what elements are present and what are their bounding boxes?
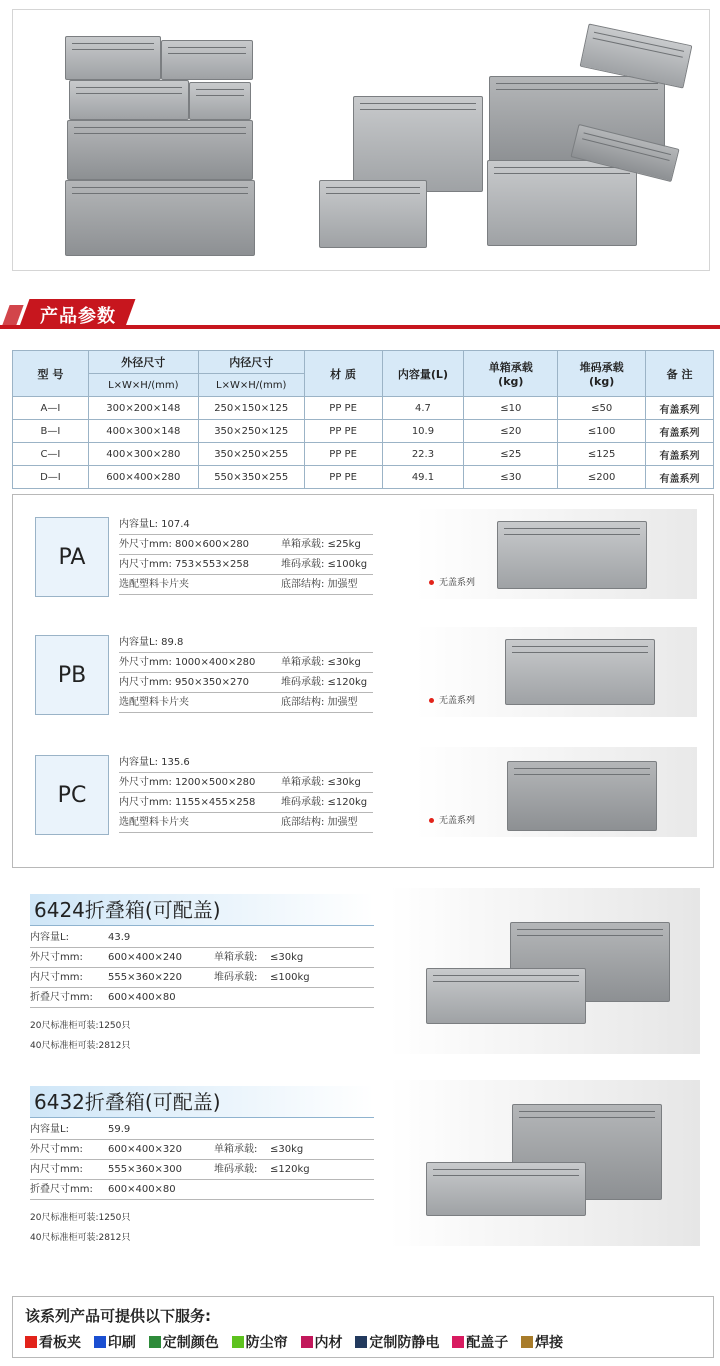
cell-stack: ≤50 xyxy=(558,397,646,420)
service-square-icon xyxy=(94,1336,106,1348)
crate-image xyxy=(505,639,655,705)
service-box xyxy=(12,1296,714,1358)
service-item xyxy=(301,1335,343,1351)
stacked-crate-2 xyxy=(69,80,189,120)
service-label: 内材 xyxy=(314,1335,343,1351)
info-clip: 选配塑料卡片夹 xyxy=(119,697,189,708)
table-row xyxy=(13,397,714,420)
cap-label: 内容量L: xyxy=(30,1124,69,1135)
th-note: 备 注 xyxy=(646,351,714,397)
single-value: ≤30kg xyxy=(270,1144,304,1155)
fold-row-inner xyxy=(30,1160,374,1180)
series-tag xyxy=(429,813,475,826)
container-40ft: 40尺标准柜可装:2812只 xyxy=(30,1041,131,1051)
service-label: 防尘帘 xyxy=(245,1335,288,1351)
info-outer-row xyxy=(119,773,373,793)
th-capacity: 内容量(L) xyxy=(382,351,464,397)
service-square-icon xyxy=(232,1336,244,1348)
service-square-icon xyxy=(301,1336,313,1348)
cell-outer: 400×300×280 xyxy=(88,443,198,466)
cell-inner: 350×250×125 xyxy=(198,420,304,443)
info-stack: 堆码承载: ≤100kg xyxy=(281,559,368,570)
product-info xyxy=(119,753,373,833)
th-model: 型 号 xyxy=(13,351,89,397)
crate-small xyxy=(319,180,427,248)
product-code: PB xyxy=(35,635,109,715)
single-value: ≤30kg xyxy=(270,952,304,963)
product-photo xyxy=(415,509,697,599)
th-stack-load-unit: (kg) xyxy=(589,375,615,388)
info-outer: 外尺寸mm: 1000×400×280 xyxy=(119,657,256,668)
cell-inner: 550×350×255 xyxy=(198,466,304,489)
info-outer-row xyxy=(119,653,373,673)
service-label: 印刷 xyxy=(107,1335,136,1351)
service-label: 配盖子 xyxy=(466,1335,509,1351)
info-inner-row xyxy=(119,793,373,813)
cap-value: 43.9 xyxy=(108,932,131,943)
fold-label: 折叠尺寸mm: xyxy=(30,1184,93,1195)
series-tag xyxy=(429,693,475,706)
th-stack-load-label: 堆码承载 xyxy=(579,361,624,374)
service-label: 看板夹 xyxy=(39,1335,81,1351)
table-row xyxy=(13,420,714,443)
cell-outer: 300×200×148 xyxy=(88,397,198,420)
info-base: 底部结构: 加强型 xyxy=(281,817,358,828)
info-single: 单箱承载: ≤30kg xyxy=(281,657,361,668)
cell-material: PP PE xyxy=(304,420,382,443)
info-clip-row xyxy=(119,575,373,595)
info-base: 底部结构: 加强型 xyxy=(281,697,358,708)
fold-value: 600×400×80 xyxy=(108,992,176,1003)
service-item xyxy=(521,1335,563,1351)
series-tag-label: 无盖系列 xyxy=(439,816,476,826)
container-20ft: 20尺标准柜可装:1250只 xyxy=(30,1213,131,1223)
service-square-icon xyxy=(355,1336,367,1348)
product-row-pa xyxy=(13,495,713,605)
product-row-pb xyxy=(13,613,713,723)
service-item xyxy=(25,1335,81,1351)
service-square-icon xyxy=(521,1336,533,1348)
cell-stack: ≤100 xyxy=(558,420,646,443)
stacked-crate-bottom xyxy=(65,180,255,256)
cell-note: 有盖系列 xyxy=(646,443,714,466)
service-label: 焊接 xyxy=(535,1335,564,1351)
cell-single: ≤25 xyxy=(464,443,558,466)
cell-inner: 250×150×125 xyxy=(198,397,304,420)
crate-image xyxy=(497,521,647,589)
th-inner: 内径尺寸 xyxy=(198,351,304,374)
product-code: PC xyxy=(35,755,109,835)
single-label: 单箱承载: xyxy=(214,1144,258,1155)
section-heading xyxy=(0,299,720,329)
stack-label: 堆码承载: xyxy=(214,1164,258,1175)
bullet-dot-icon xyxy=(429,818,434,823)
cell-model: C—I xyxy=(13,443,89,466)
product-photo xyxy=(415,747,697,837)
info-stack: 堆码承载: ≤120kg xyxy=(281,677,368,688)
product-info xyxy=(119,515,373,595)
cell-capacity: 4.7 xyxy=(382,397,464,420)
bullet-dot-icon xyxy=(429,698,434,703)
table-row xyxy=(13,466,714,489)
spec-table xyxy=(12,350,714,489)
cell-model: A—I xyxy=(13,397,89,420)
th-stack-load xyxy=(558,351,646,397)
series-tag-label: 无盖系列 xyxy=(439,696,476,706)
cell-single: ≤10 xyxy=(464,397,558,420)
fold-row-inner xyxy=(30,968,374,988)
th-outer-sub: L×W×H/(mm) xyxy=(88,374,198,397)
info-outer-row xyxy=(119,535,373,555)
inner-label: 内尺寸mm: xyxy=(30,1164,83,1175)
series-tag-label: 无盖系列 xyxy=(439,578,476,588)
service-item xyxy=(355,1335,439,1351)
container-20ft: 20尺标准柜可装:1250只 xyxy=(30,1021,131,1031)
fold-value: 600×400×80 xyxy=(108,1184,176,1195)
th-single-load-unit: (kg) xyxy=(498,375,524,388)
folding-crate-photo xyxy=(390,888,700,1054)
info-inner: 内尺寸mm: 1155×455×258 xyxy=(119,797,256,808)
info-inner: 内尺寸mm: 753×553×258 xyxy=(119,559,250,570)
cap-label: 内容量L: xyxy=(30,932,69,943)
cell-single: ≤20 xyxy=(464,420,558,443)
outer-value: 600×400×240 xyxy=(108,952,183,963)
series-tag xyxy=(429,575,475,588)
bullet-dot-icon xyxy=(429,580,434,585)
info-outer: 外尺寸mm: 800×600×280 xyxy=(119,539,250,550)
cell-material: PP PE xyxy=(304,397,382,420)
service-item xyxy=(149,1335,219,1351)
info-outer: 外尺寸mm: 1200×500×280 xyxy=(119,777,256,788)
service-item xyxy=(452,1335,508,1351)
cell-material: PP PE xyxy=(304,443,382,466)
outer-value: 600×400×320 xyxy=(108,1144,183,1155)
service-item xyxy=(232,1335,288,1351)
cell-capacity: 22.3 xyxy=(382,443,464,466)
cell-outer: 400×300×148 xyxy=(88,420,198,443)
inner-label: 内尺寸mm: xyxy=(30,972,83,983)
product-code: PA xyxy=(35,517,109,597)
service-item xyxy=(94,1335,136,1351)
stacked-crate-top-b xyxy=(161,40,253,80)
product-row-pc xyxy=(13,733,713,843)
th-single-load-label: 单箱承载 xyxy=(488,361,533,374)
section-title: 产品参数 xyxy=(40,306,116,327)
cell-outer: 600×400×280 xyxy=(88,466,198,489)
outer-label: 外尺寸mm: xyxy=(30,1144,83,1155)
info-clip: 选配塑料卡片夹 xyxy=(119,579,189,590)
info-clip-row xyxy=(119,693,373,713)
cell-note: 有盖系列 xyxy=(646,397,714,420)
info-capacity: 内容量L: 135.6 xyxy=(119,753,373,773)
folding-crate-photo xyxy=(390,1080,700,1246)
stacked-crate-top xyxy=(65,36,161,80)
info-inner-row xyxy=(119,555,373,575)
th-material: 材 质 xyxy=(304,351,382,397)
product-series-block xyxy=(12,494,714,868)
spec-table-header xyxy=(13,351,714,374)
cell-note: 有盖系列 xyxy=(646,420,714,443)
service-list xyxy=(25,1332,701,1352)
info-clip: 选配塑料卡片夹 xyxy=(119,817,189,828)
product-photo xyxy=(415,627,697,717)
folding-crate-flat xyxy=(426,968,586,1024)
service-label: 定制颜色 xyxy=(162,1335,219,1351)
th-inner-sub: L×W×H/(mm) xyxy=(198,374,304,397)
folding-title: 6432折叠箱(可配盖) xyxy=(30,1086,374,1118)
cell-material: PP PE xyxy=(304,466,382,489)
info-clip-row xyxy=(119,813,373,833)
info-inner: 内尺寸mm: 950×350×270 xyxy=(119,677,250,688)
cell-model: D—I xyxy=(13,466,89,489)
crate-flat-lidded xyxy=(487,160,637,246)
th-single-load xyxy=(464,351,558,397)
info-capacity: 内容量L: 89.8 xyxy=(119,633,373,653)
service-square-icon xyxy=(452,1336,464,1348)
cell-inner: 350×250×255 xyxy=(198,443,304,466)
info-single: 单箱承载: ≤25kg xyxy=(281,539,361,550)
cell-note: 有盖系列 xyxy=(646,466,714,489)
container-40ft: 40尺标准柜可装:2812只 xyxy=(30,1233,131,1243)
info-base: 底部结构: 加强型 xyxy=(281,579,358,590)
service-square-icon xyxy=(149,1336,161,1348)
folding-crate-6432 xyxy=(30,1086,720,1256)
single-label: 单箱承载: xyxy=(214,952,258,963)
info-capacity: 内容量L: 107.4 xyxy=(119,515,373,535)
cell-stack: ≤200 xyxy=(558,466,646,489)
folding-title: 6424折叠箱(可配盖) xyxy=(30,894,374,926)
service-label: 定制防静电 xyxy=(369,1335,440,1351)
cap-value: 59.9 xyxy=(108,1124,131,1135)
fold-row-folded xyxy=(30,988,374,1008)
product-photo-panel xyxy=(12,9,710,271)
info-stack: 堆码承载: ≤120kg xyxy=(281,797,368,808)
cell-capacity: 49.1 xyxy=(382,466,464,489)
info-inner-row xyxy=(119,673,373,693)
crate-medium xyxy=(353,96,483,192)
service-heading: 该系列产品可提供以下服务: xyxy=(25,1307,211,1325)
cell-model: B—I xyxy=(13,420,89,443)
th-outer: 外径尺寸 xyxy=(88,351,198,374)
stacked-crate-2b xyxy=(189,82,251,120)
inner-value: 555×360×300 xyxy=(108,1164,183,1175)
product-info xyxy=(119,633,373,713)
cell-capacity: 10.9 xyxy=(382,420,464,443)
service-square-icon xyxy=(25,1336,37,1348)
folding-crate-flat xyxy=(426,1162,586,1216)
folding-crate-6424 xyxy=(30,894,720,1064)
inner-value: 555×360×220 xyxy=(108,972,183,983)
cell-stack: ≤125 xyxy=(558,443,646,466)
fold-row-capacity xyxy=(30,1120,374,1140)
stacked-crate-3 xyxy=(67,120,253,180)
info-single: 单箱承载: ≤30kg xyxy=(281,777,361,788)
fold-row-outer xyxy=(30,948,374,968)
fold-row-outer xyxy=(30,1140,374,1160)
fold-label: 折叠尺寸mm: xyxy=(30,992,93,1003)
fold-row-folded xyxy=(30,1180,374,1200)
table-row xyxy=(13,443,714,466)
stack-value: ≤100kg xyxy=(270,972,310,983)
stack-value: ≤120kg xyxy=(270,1164,310,1175)
stack-label: 堆码承载: xyxy=(214,972,258,983)
fold-row-capacity xyxy=(30,928,374,948)
outer-label: 外尺寸mm: xyxy=(30,952,83,963)
cell-single: ≤30 xyxy=(464,466,558,489)
crate-image xyxy=(507,761,657,831)
